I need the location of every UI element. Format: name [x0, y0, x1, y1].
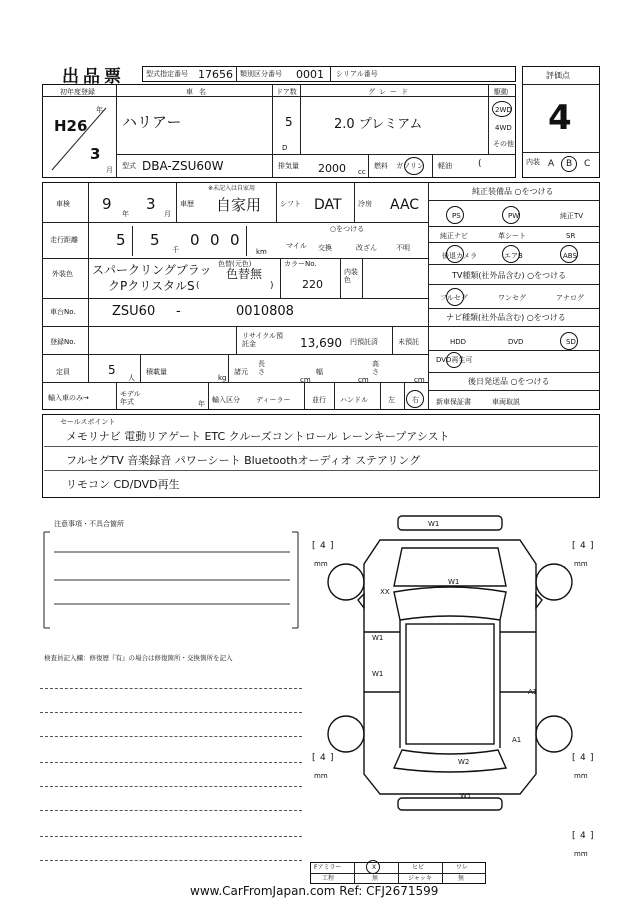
dims-length-cm: cm: [300, 376, 311, 384]
mileage-km-unit: km: [256, 248, 267, 256]
fuel-light-oil: 軽油: [438, 162, 452, 170]
mark-left-front-door: W1: [372, 634, 384, 642]
katashiki-label: 型式指定番号: [146, 70, 188, 78]
mark-right-rear-door: A1: [528, 688, 538, 696]
equip-abs: ABS: [563, 252, 577, 260]
equip-abs-circle: [560, 245, 578, 263]
drive-4wd: 4WD: [495, 124, 512, 132]
import-parallel: 並行: [312, 396, 326, 404]
navi-sd-circle: [560, 332, 578, 350]
interior-opt-c: C: [584, 159, 591, 169]
use-label: 車歴: [180, 200, 194, 208]
tire-rear-right-close: ]: [590, 753, 594, 763]
serial-label: シリアル番号: [336, 70, 378, 78]
use-note: ※未記入は自家用: [208, 185, 256, 192]
recycle-not: 未預託: [398, 338, 419, 346]
tire-rear-left-unit: mm: [314, 772, 328, 780]
car-name-label: 車名: [186, 88, 212, 96]
doors-value: 5: [285, 115, 293, 129]
equip-pw-circle: [502, 206, 520, 224]
legend-r2-c2: 無: [372, 875, 379, 882]
sales-line-2: フルセグTV 音楽録音 パワーシート Bluetoothオーディオ ステアリング: [66, 454, 421, 467]
equip-ps: PS: [452, 212, 461, 220]
fuel-gasoline: ガソリン: [396, 162, 424, 170]
mileage-digit-4: 0: [210, 231, 220, 249]
tv-oneseg: ワンセグ: [498, 294, 526, 302]
color-code: 220: [302, 278, 323, 291]
repaint-value: 色替無: [226, 267, 263, 281]
navi-sd: SD: [566, 338, 576, 346]
tire-rear-left-paren: [: [312, 753, 316, 763]
reg-no-label: 登録No.: [50, 338, 76, 346]
mileage-thousand-unit: 千: [172, 246, 179, 254]
inspector-note: 検査員記入欄：修復歴『有』の場合は修復箇所・交換箇所を記入: [44, 654, 233, 662]
grade-value: 2.0 プレミアム: [334, 117, 423, 132]
equip-leather: 革シート: [498, 232, 526, 240]
after-manual: 車両取説: [492, 398, 520, 406]
drive-label: 駆動: [494, 88, 508, 96]
displacement-unit: cc: [358, 168, 366, 176]
navi-header: ナビ種類(社外品含む) ○をつける: [446, 313, 566, 322]
mileage-opt-change: 改ざん: [356, 244, 377, 252]
mileage-digit-1: 5: [116, 231, 126, 249]
after-warranty: 新車保証書: [436, 398, 471, 406]
tire-front-right-paren: [: [572, 541, 576, 551]
import-type-label: 輸入区分: [212, 396, 240, 404]
tv-circle: [446, 288, 464, 306]
repaint-paren-close: ): [270, 281, 274, 291]
tv-analog: アナログ: [556, 294, 584, 302]
tv-header: TV種類(社外品含む) ○をつける: [452, 271, 567, 280]
chassis-prefix: ZSU60: [112, 304, 156, 319]
inspection-year: 9: [102, 195, 112, 213]
score-label: 評価点: [546, 71, 570, 80]
mark-right-quarter: A1: [512, 736, 522, 744]
after-header: 後日発送品 ○をつける: [468, 377, 550, 386]
legend-r1-c4: ワレ: [456, 864, 469, 871]
equip-airbag: エアB: [504, 252, 523, 260]
mark-hood: W1: [448, 578, 460, 586]
tire-rear-left-close: ]: [330, 753, 334, 763]
handle-circle: [406, 390, 424, 408]
tire-front-left-paren: [: [312, 541, 316, 551]
legend-circle: [366, 860, 380, 874]
dims-label: 諸元: [234, 368, 248, 376]
interior-color-label: 内装色: [344, 268, 358, 284]
model-label: 型式: [122, 162, 136, 170]
recycle-value: 13,690: [300, 336, 342, 350]
repaint-label: 色替(元色): [218, 260, 252, 268]
model-year-label: モデル年式: [120, 390, 141, 406]
tv-fullseg: フルセグ: [440, 294, 468, 302]
recycle-label: リサイクル預託金: [242, 332, 284, 348]
displacement-label: 排気量: [278, 162, 299, 170]
chassis-number: 0010808: [236, 304, 294, 319]
chassis-label: 車台No.: [50, 308, 76, 316]
inspection-month: 3: [146, 195, 156, 213]
handle-label: ハンドル: [340, 396, 368, 404]
tire-rear-left: 4: [320, 753, 326, 763]
mileage-opt-swap: 交換: [318, 244, 332, 252]
tire-front-right-close: ]: [590, 541, 594, 551]
mark-front-bumper: W1: [428, 520, 440, 528]
displacement-value: 2000: [318, 162, 346, 175]
mileage-opt-mile: マイル: [286, 242, 307, 250]
mileage-digit-3: 0: [190, 231, 200, 249]
interior-opt-a: A: [548, 159, 555, 169]
color-name-2: クPクリスタルS: [108, 279, 195, 293]
equip-camera: 後退カメラ: [442, 252, 477, 260]
dims-width: 幅: [316, 368, 323, 376]
grade-label: グレード: [368, 88, 412, 96]
legend-r2-c4: 無: [458, 875, 465, 882]
repaint-paren-open: (: [196, 281, 200, 291]
legend-r2-c1: 工程: [322, 875, 335, 882]
legend-r2-c3: ジャッキ: [408, 875, 432, 882]
tire-front-left-unit: mm: [314, 560, 328, 568]
ruibetsu-value: 0001: [296, 68, 324, 81]
tire-spare-paren: [: [572, 831, 576, 841]
equip-pw: PW: [508, 212, 520, 220]
dvd-circle: [446, 352, 462, 368]
legend-r1-c2: X: [372, 864, 377, 871]
dvd-play: DVD再生可: [436, 356, 473, 364]
recycle-unit: 円預託済: [350, 338, 378, 346]
model-year-unit: 年: [198, 400, 205, 408]
reg-month: 3: [90, 145, 101, 163]
page-title: 出品票: [62, 67, 125, 87]
capacity-label: 定員: [56, 368, 70, 376]
load-label: 積載量: [146, 368, 167, 376]
dims-length: 長さ: [258, 360, 265, 376]
interior-grade-label: 内装: [526, 158, 540, 166]
color-name-1: スパークリングブラッ: [92, 263, 212, 277]
mark-rear-glass: W2: [458, 758, 470, 766]
dims-height: 高さ: [372, 360, 379, 376]
tire-spare-unit: mm: [574, 850, 588, 858]
import-label: 輸入車のみ→: [48, 394, 89, 402]
dims-width-cm: cm: [358, 376, 369, 384]
color-code-label: カラーNo.: [284, 260, 317, 268]
equipment-header: 純正装備品 ○をつける: [472, 187, 554, 196]
inspection-label: 車検: [56, 200, 70, 208]
use-value: 自家用: [216, 196, 262, 214]
interior-opt-b: B: [566, 159, 573, 169]
inspection-month-unit: 月: [164, 210, 171, 218]
ac-label: 冷房: [358, 200, 372, 208]
tire-front-right: 4: [580, 541, 586, 551]
tire-spare: 4: [580, 831, 586, 841]
car-name: ハリアー: [122, 113, 182, 131]
tire-front-left: 4: [320, 541, 326, 551]
color-label: 外装色: [52, 270, 73, 278]
equip-ps-circle: [446, 206, 464, 224]
notes-bracket: [40, 528, 304, 632]
navi-hdd: HDD: [450, 338, 467, 346]
equip-tv: 純正TV: [560, 212, 584, 220]
handle-left: 左: [388, 396, 395, 404]
mileage-mark-note: ○をつける: [330, 225, 365, 233]
score-value: 4: [548, 98, 572, 138]
model-value: DBA-ZSU60W: [142, 159, 224, 173]
tire-front-right-unit: mm: [574, 560, 588, 568]
reg-month-unit: 月: [106, 166, 113, 174]
doors-unit: D: [282, 144, 288, 152]
reg-label: 初年度登録: [60, 88, 95, 96]
mark-left-rear-door: W1: [372, 670, 384, 678]
mileage-digit-5: 0: [230, 231, 240, 249]
tire-rear-right-paren: [: [572, 753, 576, 763]
mileage-digit-2: 5: [150, 231, 160, 249]
reg-era: H26: [54, 117, 88, 135]
sales-label: セールスポイント: [60, 418, 116, 426]
interior-circle: [561, 156, 577, 172]
capacity-value: 5: [108, 363, 116, 377]
fuel-circle: [404, 157, 424, 175]
navi-dvd: DVD: [508, 338, 524, 346]
drive-2wd: 2WD: [495, 106, 512, 114]
shift-label: シフト: [280, 200, 301, 208]
equip-sr: SR: [566, 232, 576, 240]
fuel-label: 燃料: [374, 162, 388, 170]
mileage-opt-unknown: 不明: [396, 244, 410, 252]
handle-right: 右: [412, 396, 419, 404]
car-damage-diagram: [310, 512, 610, 812]
dims-height-cm: cm: [414, 376, 425, 384]
notes-title: 注意事項・不具合箇所: [54, 520, 124, 528]
shift-value: DAT: [314, 197, 342, 213]
equip-navi: 純正ナビ: [440, 232, 468, 240]
sales-line-1: メモリナビ 電動リアゲート ETC クルーズコントロール レーンキープアシスト: [66, 430, 450, 443]
reg-year-unit: 年: [96, 106, 103, 114]
katashiki-value: 17656: [198, 68, 233, 81]
import-dealer: ディーラー: [256, 396, 291, 404]
equip-airbag-circle: [502, 245, 520, 263]
ac-value: AAC: [390, 197, 420, 213]
tire-spare-close: ]: [590, 831, 594, 841]
drive-circle: [492, 101, 512, 117]
tire-rear-right-unit: mm: [574, 772, 588, 780]
equip-camera-circle: [446, 245, 464, 263]
fuel-paren: (: [478, 159, 482, 169]
drive-other: その他: [493, 140, 514, 148]
ruibetsu-label: 類別区分番号: [240, 70, 282, 78]
tire-front-left-close: ]: [330, 541, 334, 551]
legend-r1-c3: ヒビ: [412, 864, 425, 871]
mark-rear-bumper: W1: [460, 792, 472, 800]
tire-rear-right: 4: [580, 753, 586, 763]
mileage-label: 走行距離: [50, 236, 78, 244]
load-unit: kg: [218, 374, 227, 382]
footer-ref: www.CarFromJapan.com Ref: CFJ2671599: [186, 884, 442, 898]
legend-r1-c1: Fアミラー: [314, 864, 342, 871]
inspection-year-unit: 年: [122, 210, 129, 218]
mark-left-fender: XX: [380, 588, 390, 596]
doors-label: ドア数: [276, 88, 297, 96]
sales-line-3: リモコン CD/DVD再生: [66, 478, 180, 491]
chassis-dash: -: [176, 304, 181, 319]
capacity-unit: 人: [128, 374, 135, 382]
